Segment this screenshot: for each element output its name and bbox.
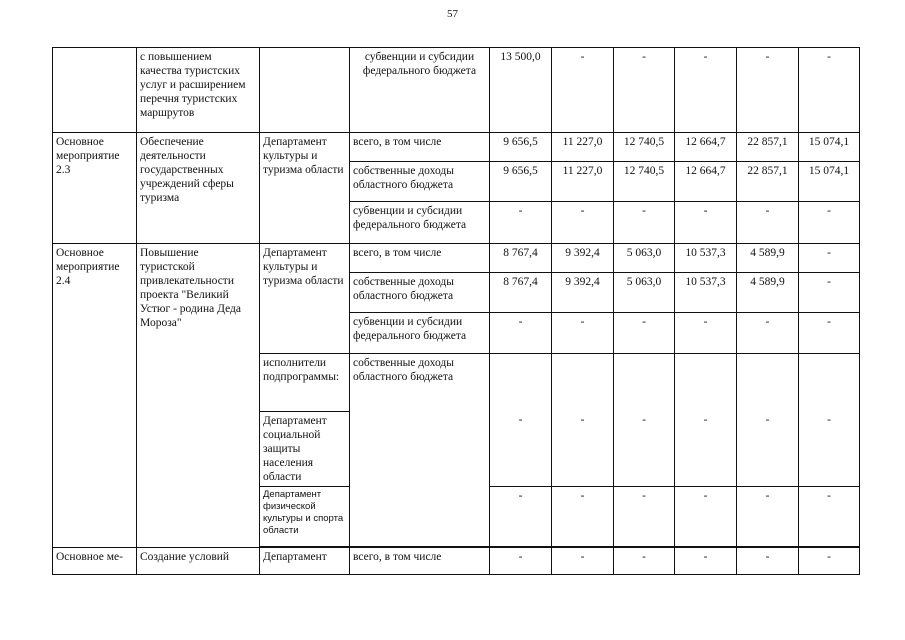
source-cell: собственные доходы областного бюджета: [350, 273, 490, 313]
value-cell: -: [614, 487, 675, 547]
source-cell: всего, в том числе: [350, 133, 490, 162]
value-cell: -: [552, 487, 614, 547]
value-cell: 8 767,4: [490, 244, 552, 273]
value-cell: 8 767,4: [490, 273, 552, 313]
measure-code-cell: Основное мероприятие 2.3: [53, 133, 137, 244]
source-cell: субвенции и субсидии федерального бюджета: [350, 313, 490, 354]
value-cell: -: [552, 313, 614, 354]
value-cell: 12 740,5: [614, 133, 675, 162]
value-cell: -: [799, 273, 860, 313]
description-cell: Создание условий: [137, 548, 260, 575]
description-cell: с повышением качества туристских услуг и расширением перечня туристских маршрутов: [137, 48, 260, 133]
value-cell: -: [799, 548, 860, 575]
value-cell: -: [552, 48, 614, 133]
value-cell: -: [737, 313, 799, 354]
value-cell: 12 664,7: [675, 133, 737, 162]
value-cell: 9 656,5: [490, 162, 552, 202]
value-cell: -: [799, 48, 860, 133]
value-cell: -: [675, 487, 737, 547]
value-cell: -: [614, 313, 675, 354]
value-cell: 15 074,1: [799, 133, 860, 162]
value-cell: -: [614, 202, 675, 244]
value-cell: -: [675, 548, 737, 575]
value-cell: -: [490, 354, 552, 487]
value-cell: -: [799, 487, 860, 547]
value-cell: -: [490, 313, 552, 354]
value-cell: 4 589,9: [737, 273, 799, 313]
executor-cell: Департамент физической культуры и спорта области: [260, 487, 350, 547]
table-row: [53, 244, 860, 273]
source-cell: субвенции и субсидии федерального бюджета: [350, 48, 490, 133]
value-cell: 11 227,0: [552, 133, 614, 162]
value-cell: -: [614, 354, 675, 487]
value-cell: -: [552, 354, 614, 487]
value-cell: -: [675, 202, 737, 244]
executors-label-cell: исполнители подпрограммы:: [260, 354, 350, 412]
value-cell: -: [490, 202, 552, 244]
source-cell: собственные доходы областного бюджета: [350, 354, 490, 547]
value-cell: -: [552, 548, 614, 575]
executor-cell: Департамент культуры и туризма области: [260, 133, 350, 244]
value-cell: 13 500,0: [490, 48, 552, 133]
table-row: [53, 548, 860, 575]
measure-code-cell: Основное мероприятие 2.4: [53, 244, 137, 548]
value-cell: -: [490, 548, 552, 575]
value-cell: -: [737, 48, 799, 133]
budget-table: [52, 47, 860, 575]
table-row: [53, 133, 860, 162]
value-cell: -: [614, 48, 675, 133]
source-cell: субвенции и субсидии федерального бюджета: [350, 202, 490, 244]
executor-cell: Департамент социальной защиты населения области: [260, 412, 350, 487]
value-cell: 12 740,5: [614, 162, 675, 202]
page-number: 57: [447, 8, 458, 20]
source-cell: всего, в том числе: [350, 548, 490, 575]
source-cell: всего, в том числе: [350, 244, 490, 273]
value-cell: 10 537,3: [675, 273, 737, 313]
measure-code-cell: Основное ме-: [53, 548, 137, 575]
value-cell: 5 063,0: [614, 244, 675, 273]
value-cell: 10 537,3: [675, 244, 737, 273]
description-cell: Повышение туристской привлекательности проекта "Великий Устюг - родина Деда Мороза": [137, 244, 260, 548]
source-cell: собственные доходы областного бюджета: [350, 162, 490, 202]
value-cell: 9 392,4: [552, 244, 614, 273]
value-cell: -: [799, 313, 860, 354]
executor-cell: [260, 48, 350, 133]
value-cell: -: [614, 548, 675, 575]
value-cell: 11 227,0: [552, 162, 614, 202]
value-cell: -: [799, 354, 860, 487]
value-cell: -: [675, 354, 737, 487]
table-row: [53, 48, 860, 133]
executor-cell: Департамент культуры и туризма области: [260, 244, 350, 354]
value-cell: -: [737, 202, 799, 244]
value-cell: 4 589,9: [737, 244, 799, 273]
value-cell: 22 857,1: [737, 133, 799, 162]
executor-cell: Департамент: [260, 548, 350, 575]
value-cell: 9 656,5: [490, 133, 552, 162]
value-cell: -: [490, 487, 552, 547]
value-cell: -: [799, 202, 860, 244]
value-cell: -: [552, 202, 614, 244]
value-cell: 12 664,7: [675, 162, 737, 202]
value-cell: -: [799, 244, 860, 273]
value-cell: -: [737, 548, 799, 575]
value-cell: -: [737, 354, 799, 487]
value-cell: -: [675, 48, 737, 133]
value-cell: -: [675, 313, 737, 354]
value-cell: -: [737, 487, 799, 547]
value-cell: 15 074,1: [799, 162, 860, 202]
value-cell: 22 857,1: [737, 162, 799, 202]
value-cell: 9 392,4: [552, 273, 614, 313]
description-cell: Обеспечение деятельности государственных учреждений сферы туризма: [137, 133, 260, 244]
value-cell: 5 063,0: [614, 273, 675, 313]
code-cell: [53, 48, 137, 133]
